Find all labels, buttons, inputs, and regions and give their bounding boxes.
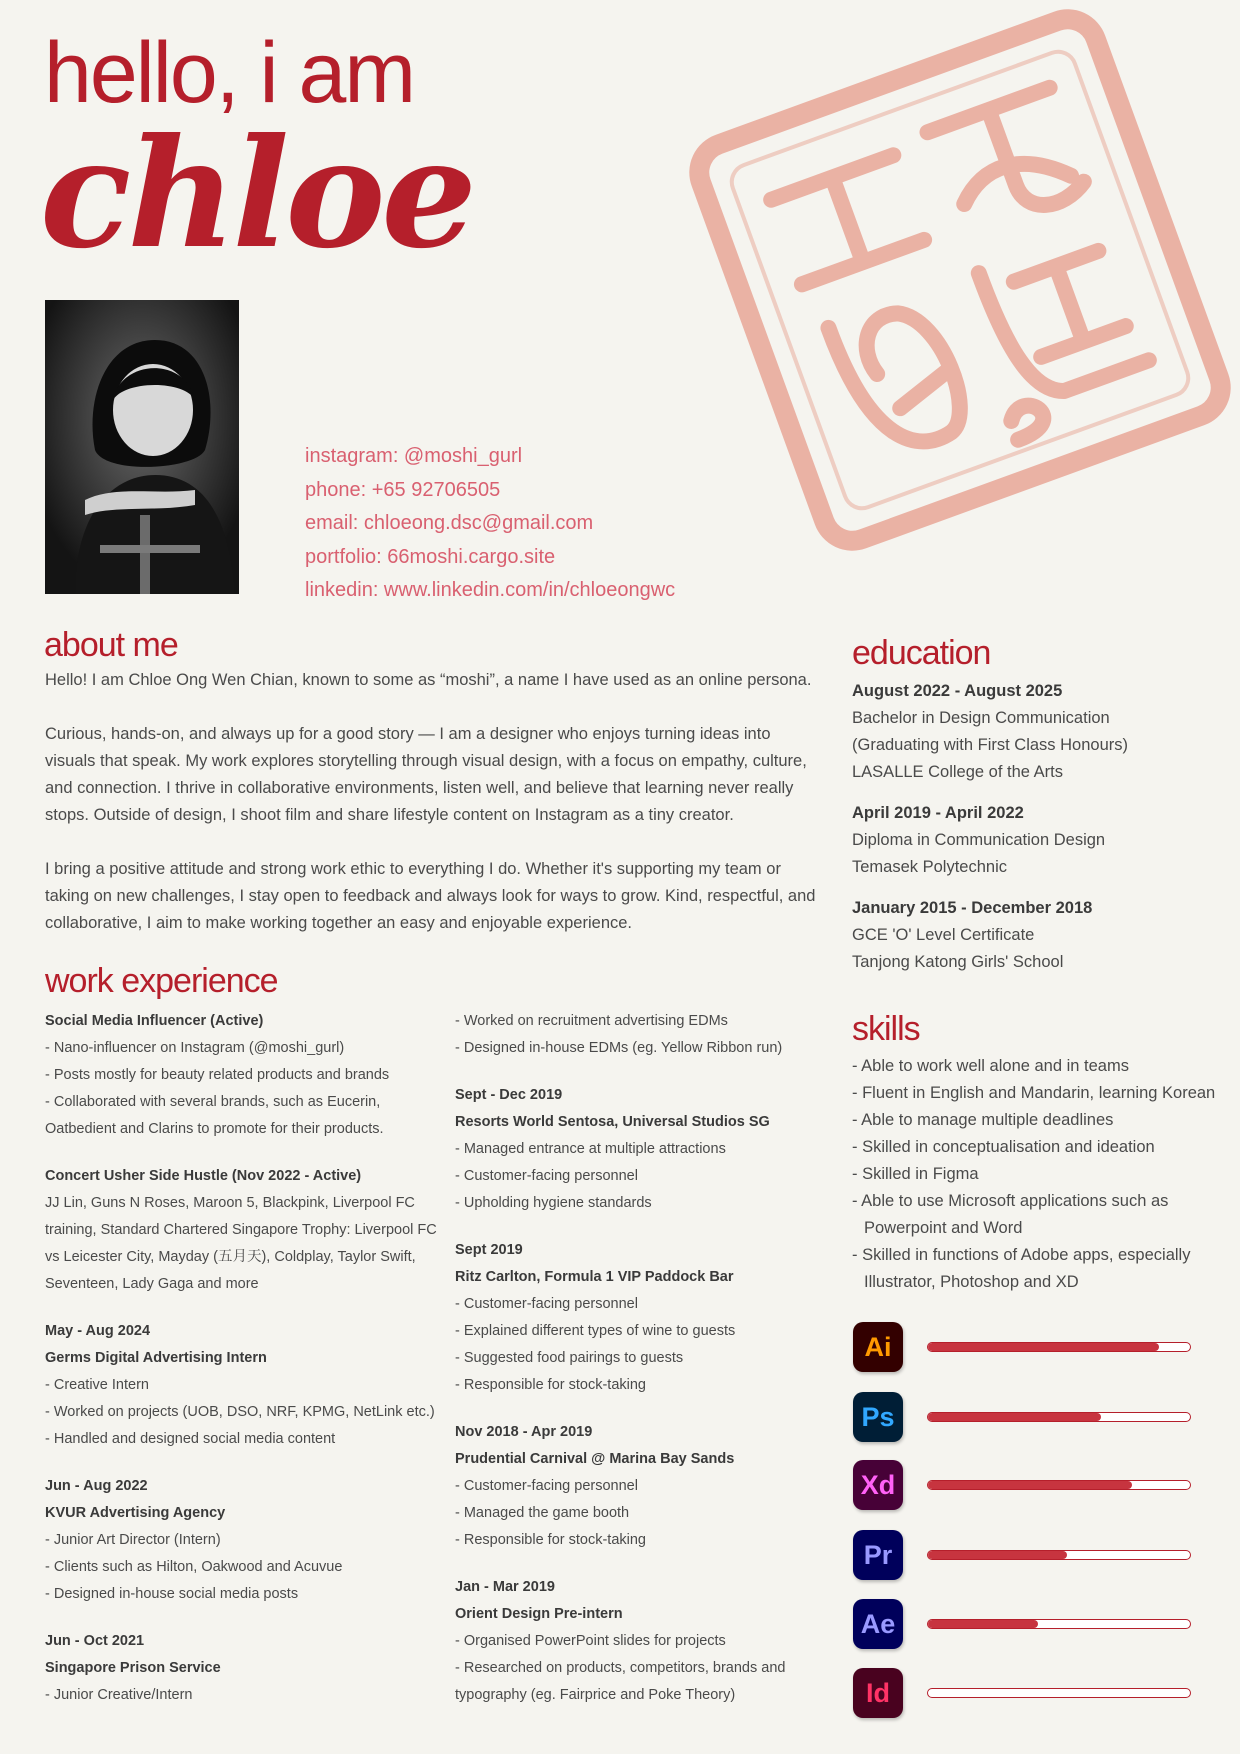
contact-email[interactable]: email: chloeong.dsc@gmail.com — [305, 512, 594, 534]
work-detail: - Worked on recruitment advertising EDMs — [455, 1013, 728, 1029]
education-entry — [852, 678, 1222, 786]
seal-stamp-graphic — [660, 0, 1240, 580]
name-heading: chloe — [40, 106, 473, 282]
work-role: Prudential Carnival @ Marina Bay Sands — [455, 1451, 735, 1467]
work-role: Concert Usher Side Hustle (Nov 2022 - Active) — [45, 1168, 362, 1184]
skill-level-fill — [928, 1481, 1132, 1489]
work-entry — [455, 1419, 815, 1554]
work-entry — [45, 1628, 445, 1709]
work-detail: - Suggested food pairings to guests — [455, 1350, 684, 1366]
software-row — [853, 1599, 1193, 1651]
education-detail: LASALLE College of the Arts — [852, 763, 1063, 781]
skill-level-bar — [927, 1342, 1191, 1352]
work-detail: - Worked on projects (UOB, DSO, NRF, KPMG, NetLink etc.) — [45, 1404, 435, 1420]
skill-item: - Fluent in English and Mandarin, learning Korean — [852, 1084, 1216, 1102]
skill-level-fill — [928, 1551, 1067, 1559]
skill-level-fill — [928, 1620, 1038, 1628]
contact-instagram[interactable]: instagram: @moshi_gurl — [305, 445, 523, 467]
work-detail: - Clients such as Hilton, Oakwood and Acuvue — [45, 1559, 343, 1575]
education-list — [852, 678, 1222, 990]
work-date: Jan - Mar 2019 — [455, 1579, 555, 1595]
software-row — [853, 1322, 1193, 1374]
contact-portfolio[interactable]: portfolio: 66moshi.cargo.site — [305, 545, 556, 568]
skill-item: - Skilled in functions of Adobe apps, especially Illustrator, Photoshop and XD — [852, 1246, 1191, 1291]
skill-item: - Skilled in Figma — [852, 1165, 979, 1183]
about-title: about me — [44, 626, 178, 664]
work-role: Ritz Carlton, Formula 1 VIP Paddock Bar — [455, 1269, 734, 1285]
education-date: April 2019 - April 2022 — [852, 804, 1024, 822]
work-entry — [45, 1008, 445, 1143]
work-detail: - Researched on products, competitors, brands and typography (eg. Fairprice and Poke Theory) — [455, 1660, 786, 1703]
skill-level-bar — [927, 1412, 1191, 1422]
work-entry — [45, 1163, 445, 1298]
work-role: Orient Design Pre-intern — [455, 1606, 623, 1622]
education-detail: GCE 'O' Level Certificate — [852, 926, 1035, 944]
work-role: Germs Digital Advertising Intern — [45, 1350, 267, 1366]
work-date: May - Aug 2024 — [45, 1323, 151, 1339]
photoshop-icon: Ps — [853, 1392, 903, 1442]
skill-level-bar — [927, 1550, 1191, 1560]
work-title: work experience — [45, 962, 278, 1000]
work-detail: - Responsible for stock-taking — [455, 1377, 646, 1393]
work-detail: - Customer-facing personnel — [455, 1168, 638, 1184]
about-section — [45, 667, 820, 937]
about-paragraph: Hello! I am Chloe Ong Wen Chian, known to some as “moshi”, a name I have used as an online persona. — [45, 671, 812, 689]
work-entry — [455, 1008, 815, 1062]
work-column-right — [455, 1008, 815, 1729]
skill-item: - Able to use Microsoft applications such as Powerpoint and Word — [852, 1192, 1169, 1237]
skill-level-fill — [928, 1413, 1101, 1421]
illustrator-icon: Ai — [853, 1322, 903, 1372]
work-detail: - Collaborated with several brands, such as Eucerin, Oatbedient and Clarins to promote for their products. — [45, 1094, 384, 1137]
contact-list — [305, 440, 675, 608]
education-entry — [852, 895, 1222, 976]
work-role: KVUR Advertising Agency — [45, 1505, 226, 1521]
work-detail: - Customer-facing personnel — [455, 1478, 638, 1494]
education-entry — [852, 800, 1222, 881]
education-date: January 2015 - December 2018 — [852, 899, 1093, 917]
work-date: Jun - Oct 2021 — [45, 1633, 145, 1649]
skills-title: skills — [852, 1010, 920, 1048]
work-detail: - Junior Creative/Intern — [45, 1687, 193, 1703]
work-detail: - Creative Intern — [45, 1377, 149, 1393]
education-detail: Tanjong Katong Girls' School — [852, 953, 1064, 971]
software-row — [853, 1392, 1193, 1444]
work-date: Jun - Aug 2022 — [45, 1478, 148, 1494]
skill-level-fill — [928, 1343, 1159, 1351]
education-detail: (Graduating with First Class Honours) — [852, 736, 1129, 754]
skill-level-bar — [927, 1688, 1191, 1698]
software-row — [853, 1668, 1193, 1720]
education-detail: Bachelor in Design Communication — [852, 709, 1110, 727]
education-detail: Diploma in Communication Design — [852, 831, 1106, 849]
work-detail: - Designed in-house EDMs (eg. Yellow Ribbon run) — [455, 1040, 783, 1056]
work-detail: - Organised PowerPoint slides for projects — [455, 1633, 726, 1649]
premiere-icon: Pr — [853, 1530, 903, 1580]
work-detail: - Handled and designed social media content — [45, 1431, 336, 1447]
work-detail: - Upholding hygiene standards — [455, 1195, 652, 1211]
work-date: Sept - Dec 2019 — [455, 1087, 563, 1103]
work-detail: - Responsible for stock-taking — [455, 1532, 646, 1548]
work-detail: - Nano-influencer on Instagram (@moshi_gurl) — [45, 1040, 345, 1056]
work-detail: - Managed the game booth — [455, 1505, 630, 1521]
work-date: Sept 2019 — [455, 1242, 523, 1258]
work-role: Resorts World Sentosa, Universal Studios SG — [455, 1114, 770, 1130]
work-role: Social Media Influencer (Active) — [45, 1013, 264, 1029]
work-role: Singapore Prison Service — [45, 1660, 221, 1676]
work-detail: - Designed in-house social media posts — [45, 1586, 299, 1602]
work-detail: JJ Lin, Guns N Roses, Maroon 5, Blackpink, Liverpool FC training, Standard Chartered Singapore Trophy: Liverpool FC vs Leicester City, Mayday (五月天), Coldplay, Taylor Swift, Seventeen, Lady Gaga and more — [45, 1195, 437, 1292]
work-column-left — [45, 1008, 445, 1729]
greeting-heading: hello, i am — [44, 25, 414, 121]
skill-level-bar — [927, 1480, 1191, 1490]
work-detail: - Customer-facing personnel — [455, 1296, 638, 1312]
software-row — [853, 1460, 1193, 1512]
work-entry — [455, 1237, 815, 1399]
education-title: education — [852, 634, 991, 672]
work-entry — [455, 1082, 815, 1217]
work-detail: - Junior Art Director (Intern) — [45, 1532, 221, 1548]
work-detail: - Posts mostly for beauty related products and brands — [45, 1067, 390, 1083]
indesign-icon: Id — [853, 1668, 903, 1718]
education-date: August 2022 - August 2025 — [852, 682, 1063, 700]
education-detail: Temasek Polytechnic — [852, 858, 1007, 876]
after-effects-icon: Ae — [853, 1599, 903, 1649]
work-entry — [45, 1473, 445, 1608]
profile-photo — [45, 300, 239, 594]
work-detail: - Explained different types of wine to guests — [455, 1323, 736, 1339]
work-date: Nov 2018 - Apr 2019 — [455, 1424, 593, 1440]
skill-level-bar — [927, 1619, 1191, 1629]
about-paragraph: Curious, hands-on, and always up for a good story — I am a designer who enjoys turning ideas into visuals that speak. My work explores storytelling through visual design, with a focus on empathy, culture, and connection. I thrive in collaborative environments, listen well, and believe that learning never really stops. Outside of design, I shoot film and share lifestyle content on Instagram as a tiny creator. — [45, 725, 807, 824]
work-entry — [45, 1318, 445, 1453]
skill-item: - Skilled in conceptualisation and ideation — [852, 1138, 1155, 1156]
software-row — [853, 1530, 1193, 1582]
contact-linkedin[interactable]: linkedin: www.linkedin.com/in/chloeongwc — [305, 579, 676, 601]
work-entry — [455, 1574, 815, 1709]
work-detail: - Managed entrance at multiple attractions — [455, 1141, 726, 1157]
about-paragraph: I bring a positive attitude and strong work ethic to everything I do. Whether it's supporting my team or taking on new challenges, I stay open to feedback and always look for ways to grow. Kind, respectful, and collaborative, I aim to make working together an easy and enjoyable experience. — [45, 860, 816, 932]
contact-phone[interactable]: phone: +65 92706505 — [305, 478, 501, 501]
skills-list — [852, 1053, 1217, 1296]
skill-item: - Able to work well alone and in teams — [852, 1057, 1129, 1075]
skill-item: - Able to manage multiple deadlines — [852, 1111, 1114, 1129]
xd-icon: Xd — [853, 1460, 903, 1510]
